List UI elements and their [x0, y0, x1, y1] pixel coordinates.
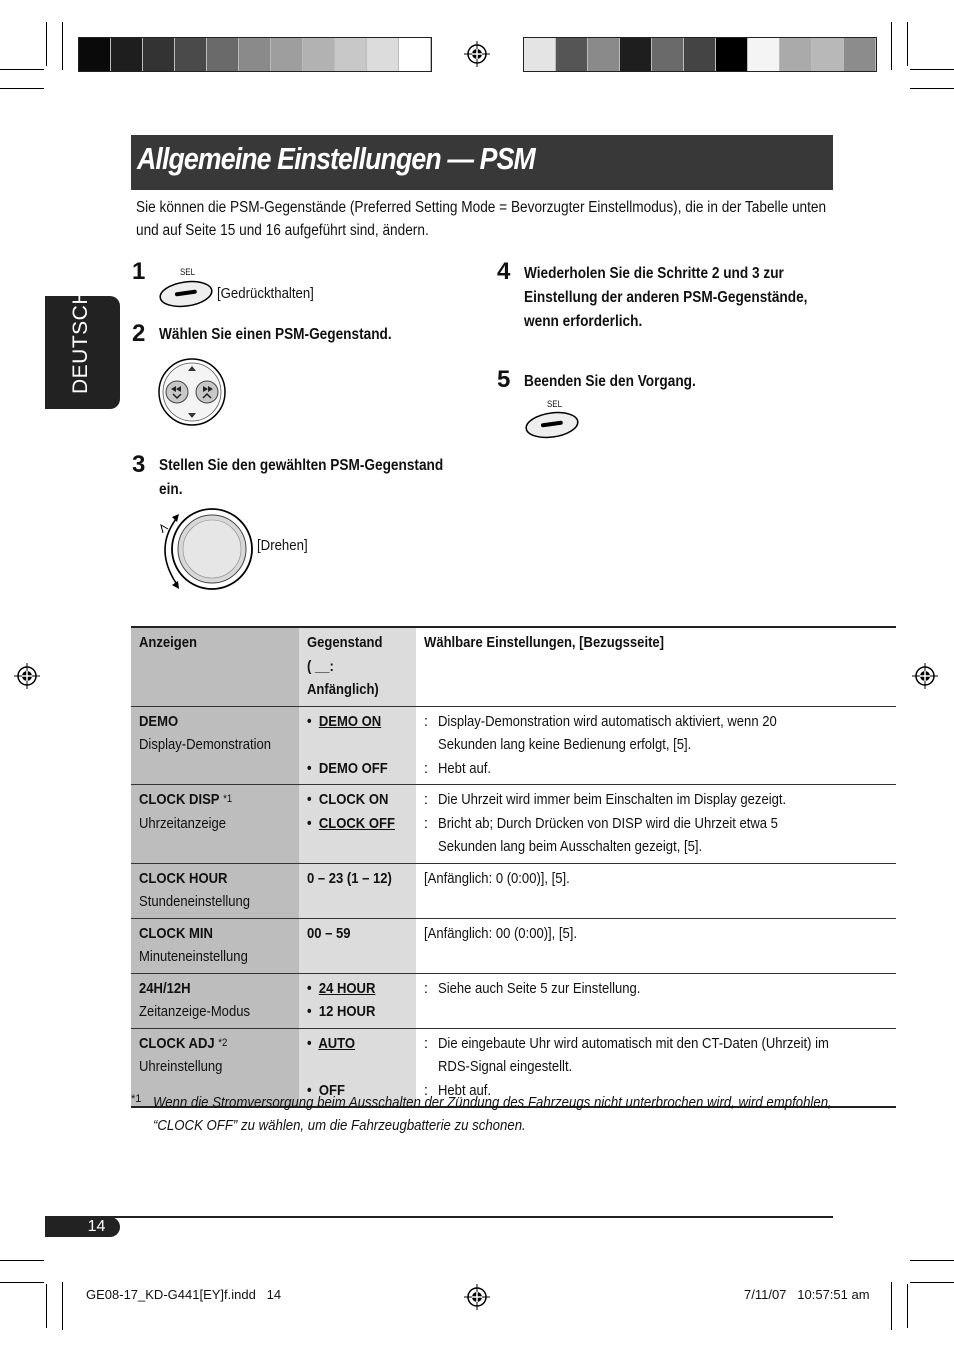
step-number: 1: [132, 258, 146, 285]
registration-mark-icon: [464, 1284, 490, 1310]
crop-mark: [46, 1284, 47, 1328]
row-name: Minuteneinstellung: [139, 948, 248, 965]
value-range: 00 – 59: [306, 924, 351, 942]
psm-settings-table: [131, 626, 896, 1108]
registration-mark-icon: [912, 663, 938, 689]
color-swatch: [111, 38, 143, 71]
table-row: CLOCK ADJ $^{*2}$ Uhreinstellung • AUTO • OFF : Die eingebaute Uhr wird automatisch mit den CT-Daten (Uhrzeit) im RDS-Signal eingestellt. : Hebt auf.: [131, 1028, 896, 1107]
color-calibration-bar-right: [523, 37, 877, 72]
option-description: Die Uhrzeit wird immer beim Einschalten im Display gezeigt.: [437, 791, 786, 808]
color-swatch: [175, 38, 207, 71]
sel-button-icon: [524, 410, 580, 440]
row-code: CLOCK DISP: [139, 791, 220, 808]
crop-mark: [891, 22, 892, 70]
footnote-ref: *2: [218, 1036, 228, 1049]
option-default: DEMO ON: [318, 712, 381, 730]
option: DEMO OFF: [318, 759, 388, 777]
header-gegenstand-note2: Anfänglich): [306, 681, 379, 698]
step4-text: Wiederholen Sie die Schritte 2 und 3 zur Einstellung der anderen PSM-Gegenstände, wenn erforderlich.: [524, 265, 808, 330]
crop-mark: [46, 22, 47, 66]
step-number: 4: [497, 258, 511, 285]
option-description: Hebt auf.: [437, 759, 491, 777]
page-title-bar: [131, 135, 833, 190]
color-calibration-bar-left: [78, 37, 432, 72]
sel-button-label: SEL: [547, 399, 562, 409]
color-swatch: [399, 38, 431, 71]
option-description: Siehe auch Seite 5 zur Einstellung.: [437, 979, 641, 997]
sel-button-label: SEL: [180, 267, 195, 277]
intro-paragraph: Sie können die PSM-Gegenstände (Preferred Setting Mode = Bevorzugter Einstellmodus), die in der Tabelle unten und auf Seite 15 und 16 aufgeführt sind, ändern.: [136, 199, 827, 239]
step-number: 3: [132, 451, 146, 478]
row-name: Zeitanzeige-Modus: [139, 1003, 250, 1020]
bottom-rule: [45, 1216, 833, 1218]
color-swatch: [748, 38, 780, 71]
color-swatch: [556, 38, 588, 71]
rotary-knob-icon: [152, 505, 256, 593]
option-description: Display-Demonstration wird automatisch aktiviert, wenn 20 Sekunden lang keine Bedienung erfolgt, [5].: [437, 712, 777, 753]
crop-mark: [0, 69, 44, 70]
step-number: 5: [497, 366, 511, 393]
color-swatch: [367, 38, 399, 71]
crop-mark: [891, 1282, 892, 1330]
row-name: Uhrzeitanzeige: [139, 814, 227, 832]
option-description: [Anfänglich: 0 (0:00)], [5].: [423, 869, 570, 887]
row-code: CLOCK HOUR: [139, 869, 228, 887]
registration-mark-icon: [464, 41, 490, 67]
page-title: Allgemeine Einstellungen — PSM: [137, 141, 535, 176]
value-range: 0 – 23 (1 – 12): [306, 869, 392, 887]
option-description: [Anfänglich: 00 (0:00)], [5].: [423, 924, 577, 942]
color-swatch: [271, 38, 303, 71]
option-default: 24 HOUR: [318, 979, 376, 997]
crop-mark: [910, 1260, 954, 1261]
crop-mark: [907, 1284, 908, 1328]
step3-text: Stellen Sie den gewählten PSM-Gegenstand ein.: [159, 457, 444, 498]
crop-mark: [62, 1282, 63, 1330]
color-swatch: [780, 38, 812, 71]
language-tab: [45, 288, 120, 409]
slug-filename: GE08-17_KD-G441[EY]f.indd 14: [86, 1287, 282, 1302]
footnote-ref: *1: [223, 793, 233, 805]
table-row: [131, 918, 896, 973]
crop-mark: [910, 88, 954, 89]
header-gegenstand: Gegenstand: [306, 634, 383, 651]
crop-mark: [910, 69, 954, 70]
row-code: DEMO: [139, 712, 179, 730]
table-row: CLOCK DISP $^{*1}$ Uhrzeitanzeige • CLOCK ON • CLOCK OFF : Die Uhrzeit wird immer beim Einschalten im Display gezeigt. : Bricht ab; Durch Drücken von DISP wird die Uhrzeit etwa 5 Sekunden lang beim Ausschalten gezeigt, [5].: [131, 785, 896, 864]
table-row: 24H/12H Zeitanzeige-Modus • 24 HOUR • 12 HOUR : Siehe auch Seite 5 zur Einstellung.: [131, 973, 896, 1028]
table-header-row: [131, 627, 896, 706]
page-number-tab: [45, 1217, 120, 1237]
row-code: CLOCK MIN: [139, 924, 213, 942]
footnote-mark: *1: [131, 1093, 142, 1105]
color-swatch: [588, 38, 620, 71]
option: 12 HOUR: [318, 1003, 376, 1020]
option-description: Die eingebaute Uhr wird automatisch mit den CT-Daten (Uhrzeit) im RDS-Signal eingestellt.: [437, 1034, 829, 1075]
step1-caption: [Gedrückthalten]: [217, 285, 314, 302]
row-name: Stundeneinstellung: [139, 893, 251, 910]
step3-caption: [Drehen]: [257, 537, 308, 554]
row-name: Uhreinstellung: [139, 1058, 223, 1075]
row-code: 24H/12H: [139, 979, 191, 997]
direction-pad-icon: [157, 356, 227, 428]
page-number: 14: [87, 1218, 106, 1235]
header-einstellungen: Wählbare Einstellungen, [Bezugsseite]: [423, 634, 664, 651]
step5-text: Beenden Sie den Vorgang.: [524, 373, 696, 390]
registration-mark-icon: [14, 663, 40, 689]
slug-timestamp: 7/11/07 10:57:51 am: [744, 1287, 870, 1302]
color-swatch: [620, 38, 652, 71]
table-row: DEMO Display-Demonstration • DEMO ON • DEMO OFF : Display-Demonstration wird automatisch aktiviert, wenn 20 Sekunden lang keine Bedienung erfolgt, [5]. : Hebt auf.: [131, 706, 896, 785]
option: CLOCK ON: [318, 791, 389, 808]
step2-text: Wählen Sie einen PSM-Gegenstand.: [159, 326, 392, 343]
color-swatch: [79, 38, 111, 71]
crop-mark: [0, 1260, 44, 1261]
color-swatch: [303, 38, 335, 71]
color-swatch: [143, 38, 175, 71]
crop-mark: [62, 22, 63, 70]
row-name: Display-Demonstration: [139, 736, 272, 753]
row-code: CLOCK ADJ: [139, 1034, 215, 1052]
header-anzeigen: Anzeigen: [139, 634, 198, 651]
color-swatch: [652, 38, 684, 71]
color-swatch: [335, 38, 367, 71]
option-default: CLOCK OFF: [318, 814, 395, 832]
option-default: AUTO: [318, 1034, 355, 1052]
crop-mark: [907, 22, 908, 66]
header-gegenstand-note: ( __:: [306, 657, 334, 675]
step-number: 2: [132, 320, 146, 347]
language-tab-label: DEUTSCH: [69, 288, 92, 394]
option-description: Hebt auf.: [437, 1081, 491, 1099]
crop-mark: [910, 1282, 954, 1283]
crop-mark: [0, 1282, 44, 1283]
color-swatch: [684, 38, 716, 71]
table-row: [131, 863, 896, 918]
sel-button-icon: [158, 279, 214, 309]
option-description: Bricht ab; Durch Drücken von DISP wird die Uhrzeit etwa 5 Sekunden lang beim Ausschalten gezeigt, [5].: [437, 814, 778, 855]
color-swatch: [716, 38, 748, 71]
color-swatch: [207, 38, 239, 71]
footnote-text: Wenn die Stromversorgung beim Ausschalten der Zündung des Fahrzeugs nicht unterbrochen wird, wird empfohlen, “CLOCK OFF” zu wählen, um die Fahrzeugbatterie zu schonen.: [153, 1094, 832, 1134]
color-swatch: [812, 38, 844, 71]
color-swatch: [844, 38, 876, 71]
crop-mark: [0, 88, 44, 89]
color-swatch: [524, 38, 556, 71]
color-swatch: [239, 38, 271, 71]
option: OFF: [318, 1081, 345, 1099]
